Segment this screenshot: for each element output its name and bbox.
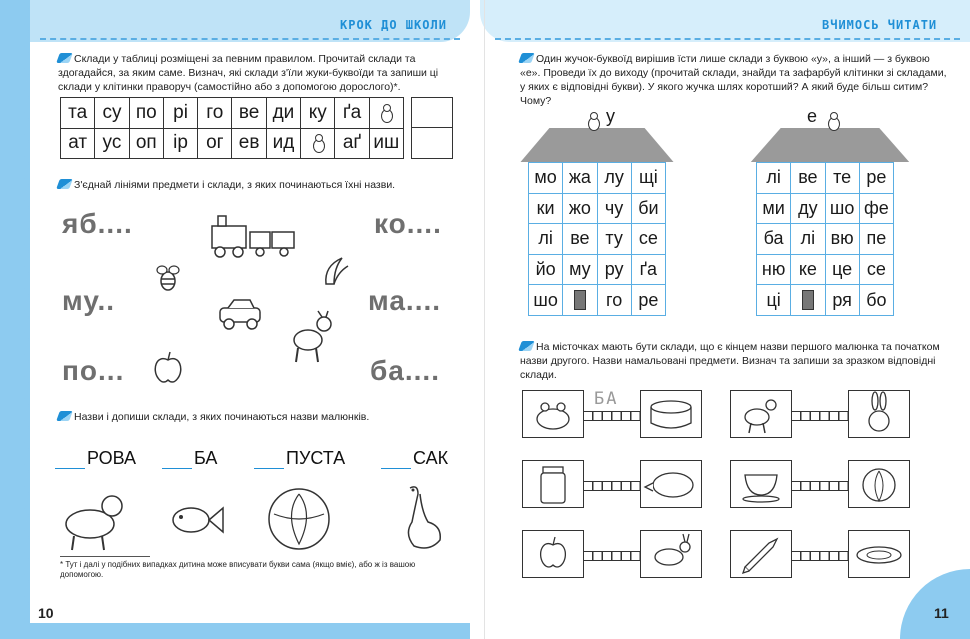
house-cell[interactable]: щі [632,163,666,194]
left-task2-text: З'єднай лініями предмети і склади, з яких починаються їхні назви. [58,178,456,192]
house-cell[interactable]: ве [791,163,825,194]
rocket-icon [730,530,792,578]
header-dash-right [495,38,960,40]
goose-icon [396,482,446,556]
syllable-cell: аґ [335,129,369,160]
cabbage-icon [848,460,910,508]
house-cell[interactable]: му [563,255,597,286]
house-cell[interactable]: ре [632,285,666,316]
page-edge-bottom [0,623,470,639]
answer-box-2[interactable] [411,127,453,159]
bug-icon [584,111,602,131]
house-cell[interactable]: ре [860,163,894,194]
answer-box-1[interactable] [411,97,453,128]
syllable-cell: та [61,98,95,129]
rabbit-icon [848,390,910,438]
syllable-cell: иш [370,129,404,160]
house-cell[interactable]: ці [757,285,791,316]
page-corner-right [900,569,970,639]
house-cell[interactable]: се [632,224,666,255]
pencil-icon [56,53,73,63]
fish-icon [165,498,225,540]
pencil-icon [56,179,73,189]
left-task3-text: Назви і допиши склади, з яких починаються назви малюнків. [58,410,456,424]
syllable-po: по... [62,355,125,386]
drum-icon [640,390,702,438]
house-cell[interactable]: шо [529,285,563,316]
house-cell[interactable]: ки [529,194,563,225]
house-cell[interactable]: це [826,255,860,286]
bug-cell [301,129,335,160]
syllable-table [60,97,404,159]
syllable-cell: ид [267,129,301,160]
syllable-cell: рі [164,98,198,129]
bug-icon [309,133,327,153]
syllable-cell: ку [301,98,335,129]
door-icon [802,290,814,310]
bridge-1[interactable] [584,411,640,421]
syllable-cell: ус [95,129,129,160]
syllable-mu: му.. [62,285,116,316]
right-task2-text: На місточках мають бути склади, що є кінцем назви першого малюнка та початком назви другого. Назви намальовані предмети. Визнач та запиши за зразком відповідні склади. [520,341,940,381]
house-cell[interactable]: ту [598,224,632,255]
blank-word-pusta[interactable]: ПУСТА [254,448,345,469]
bridge-3[interactable] [584,481,640,491]
blank-word-sak[interactable]: САК [381,448,448,469]
syllable-cell: су [95,98,129,129]
plate-icon [848,530,910,578]
house-cell[interactable]: пе [860,224,894,255]
page-number-left: 10 [38,605,54,621]
goat-icon [288,310,336,366]
syllable-cell: ев [232,129,266,160]
house-cell[interactable]: ру [598,255,632,286]
door-cell [563,285,597,316]
boar-icon [640,460,702,508]
apple-icon [150,350,186,386]
house-cell[interactable]: шо [826,194,860,225]
house-cell[interactable]: ве [563,224,597,255]
pencil-icon [518,53,535,63]
bug-icon [824,111,842,131]
apple-icon [522,530,584,578]
syllable-ba: ба.... [370,355,440,386]
house-cell[interactable]: ке [791,255,825,286]
bee-icon [156,264,180,292]
bridge-4[interactable] [792,481,848,491]
house-cell[interactable]: лі [791,224,825,255]
book-spine [484,0,485,639]
house1-grid [528,162,666,316]
right-task1-text: Один жучок-буквоїд вирішив їсти лише склади з буквою «у», а інший — з буквою «е». Проведи їх до виходу (прочитай склади, знайди та зафарбуй клітинки зі складами, у яких є відповідні букви). У якого жучка шлях коротший? А який буде більш ситим? Чому? [520,53,947,107]
bridge-6[interactable] [792,551,848,561]
cabbage-icon [264,484,334,554]
pencil-icon [518,341,535,351]
house-cell[interactable]: ду [791,194,825,225]
house2-label: е [807,106,818,126]
donkey-icon [640,530,702,578]
car-icon [216,296,266,330]
house-cell[interactable]: лу [598,163,632,194]
house-cell[interactable]: бо [860,285,894,316]
footnote: * Тут і далі у подібних випадках дитина може вписувати букви сама (якщо вміє), або ж із вашою допомогою. [60,560,416,579]
syllable-ma: ма.... [368,285,442,316]
bug-cell [370,98,404,129]
syllable-cell: ди [267,98,301,129]
page-number-right: 11 [934,605,949,621]
house-cell[interactable]: те [826,163,860,194]
door-cell [791,285,825,316]
syllable-cell: ґа [335,98,369,129]
blank-word-rova[interactable]: РОВА [55,448,136,469]
house-cell[interactable]: жа [563,163,597,194]
cow-icon [60,486,130,552]
jar-icon [522,460,584,508]
header-title-right: ВЧИМОСЬ ЧИТАТИ [822,18,938,32]
house-cell[interactable]: йо [529,255,563,286]
house-cell[interactable]: жо [563,194,597,225]
house-cell[interactable]: лі [529,224,563,255]
house-cell[interactable]: фе [860,194,894,225]
footnote-rule [60,556,150,557]
house-cell[interactable]: ба [757,224,791,255]
banana-icon [320,254,350,288]
house-cell[interactable]: го [598,285,632,316]
house-cell[interactable]: чу [598,194,632,225]
syllable-cell: ат [61,129,95,160]
cup-icon [730,460,792,508]
house2-roof [742,128,918,162]
house-cell[interactable]: се [860,255,894,286]
bridge-5[interactable] [584,551,640,561]
syllable-cell: по [130,98,164,129]
house-cell[interactable]: ню [757,255,791,286]
bridge-2[interactable] [792,411,848,421]
door-icon [574,290,586,310]
house1-label: у [606,106,615,126]
house-cell[interactable]: вю [826,224,860,255]
sample-syllable: БА [594,389,619,409]
house-cell[interactable]: лі [757,163,791,194]
goat-icon [730,390,792,438]
house-cell[interactable]: ми [757,194,791,225]
house-cell[interactable]: би [632,194,666,225]
syllable-yab: яб.... [62,208,133,239]
syllable-cell: ве [232,98,266,129]
header-title-left: КРОК ДО ШКОЛИ [340,18,447,32]
syllable-cell: оп [130,129,164,160]
house2-grid [756,162,894,316]
syllable-ko: ко.... [374,208,442,239]
frog-icon [522,390,584,438]
house-cell[interactable]: мо [529,163,563,194]
blank-word-ba[interactable]: БА [162,448,217,469]
syllable-cell: го [198,98,232,129]
pencil-icon [56,411,73,421]
syllable-cell: ір [164,129,198,160]
house1-roof [512,128,682,162]
left-task1-text: Склади у таблиці розміщені за певним правилом. Прочитай склади та здогадайся, за яким саме. Визнач, які склади з'їли жуки-буквоїди та запиши ці склади у клітинки праворуч (самостійно або з допомогою дорослого)*. [58,53,439,93]
page-edge-tear [20,0,36,639]
house-cell[interactable]: ґа [632,255,666,286]
header-dash-left [40,38,460,40]
house-cell[interactable]: ря [826,285,860,316]
syllable-cell: ог [198,129,232,160]
bug-icon [377,103,395,123]
train-icon [206,212,298,260]
